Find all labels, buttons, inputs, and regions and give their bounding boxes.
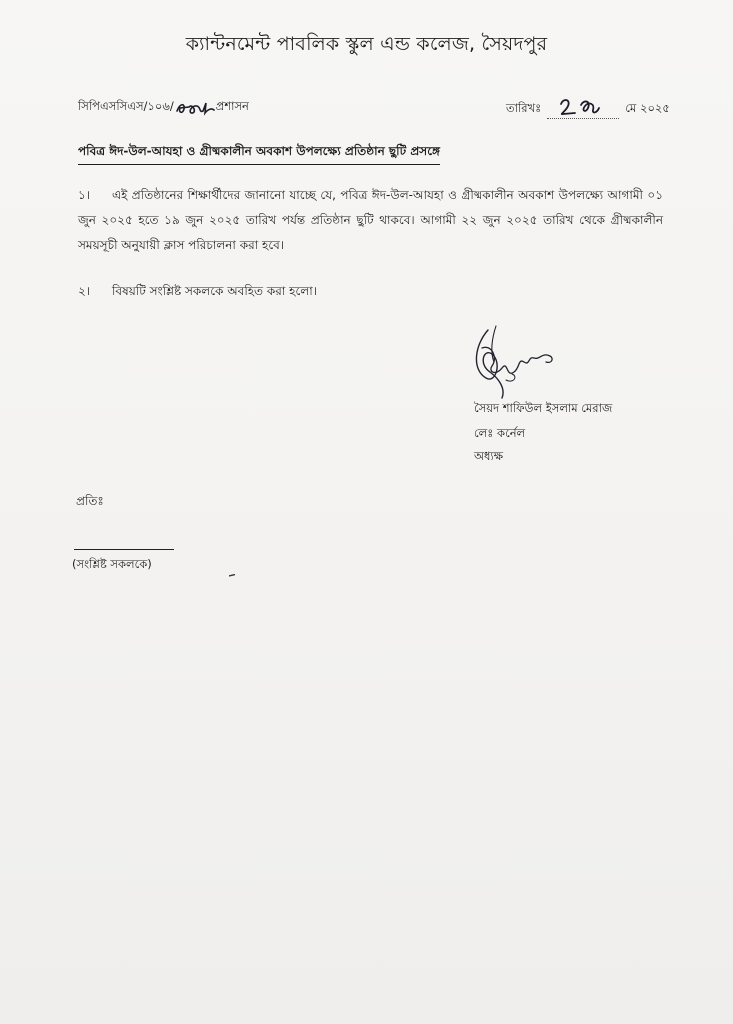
signature-icon — [462, 318, 572, 404]
signatory-designation: অধ্যক্ষ — [474, 449, 504, 463]
copy-label: প্রতিঃ — [76, 494, 104, 508]
handwritten-day — [547, 96, 619, 119]
memo-prefix: সিপিএসসিএস/১০৬/ — [78, 99, 174, 113]
memo-suffix: প্রশাসন — [215, 99, 249, 113]
ink-speck-icon — [229, 574, 235, 577]
paragraph-number: ১। — [78, 188, 91, 202]
date-label: তারিখঃ — [506, 101, 542, 115]
date-month-year: মে ২০২৫ — [625, 101, 670, 115]
handwritten-day-scribble — [547, 96, 619, 118]
handwritten-memo-scribble — [175, 99, 215, 117]
signatory-rank: লেঃ কর্নেল — [474, 426, 526, 440]
paragraph-2 — [78, 279, 663, 304]
paragraph-text: এই প্রতিষ্ঠানের শিক্ষার্থীদের জানানো যাচ্ছে যে, পবিত্র ঈদ-উল-আযহা ও গ্রীষ্মকালীন অবকাশ উপলক্ষ্যে আগামী ০১ জুন ২০২৫ হতে ১৯ জুন ২০২৫ তারিখ পর্যন্ত প্রতিষ্ঠান ছুটি থাকবে। আগামী ২২ জুন ২০২৫ তারিখ থেকে গ্রীষ্মকালীন সময়সূচী অনুযায়ী ক্লাস পরিচালনা করা হবে। — [78, 188, 663, 252]
copy-divider — [74, 549, 174, 550]
handwritten-memo-number — [175, 99, 215, 117]
institution-title: ক্যান্টনমেন্ট পাবলিক স্কুল এন্ড কলেজ, সৈয়দপুর — [185, 33, 548, 55]
copy-recipients: (সংশ্লিষ্ট সকলকে) — [72, 557, 152, 571]
paragraph-text: বিষয়টি সংশ্লিষ্ট সকলকে অবহিত করা হলো। — [112, 284, 318, 298]
subject-line: পবিত্র ঈদ-উল-আযহা ও গ্রীষ্মকালীন অবকাশ উপলক্ষ্যে প্রতিষ্ঠান ছুটি প্রসঙ্গে — [78, 143, 440, 165]
paragraph-number: ২। — [78, 284, 91, 298]
paragraph-1 — [78, 183, 663, 258]
signatory-name: সৈয়দ শাফিউল ইসলাম মেরাজ — [474, 401, 613, 415]
memo-number — [78, 98, 249, 117]
date-line — [506, 96, 670, 119]
